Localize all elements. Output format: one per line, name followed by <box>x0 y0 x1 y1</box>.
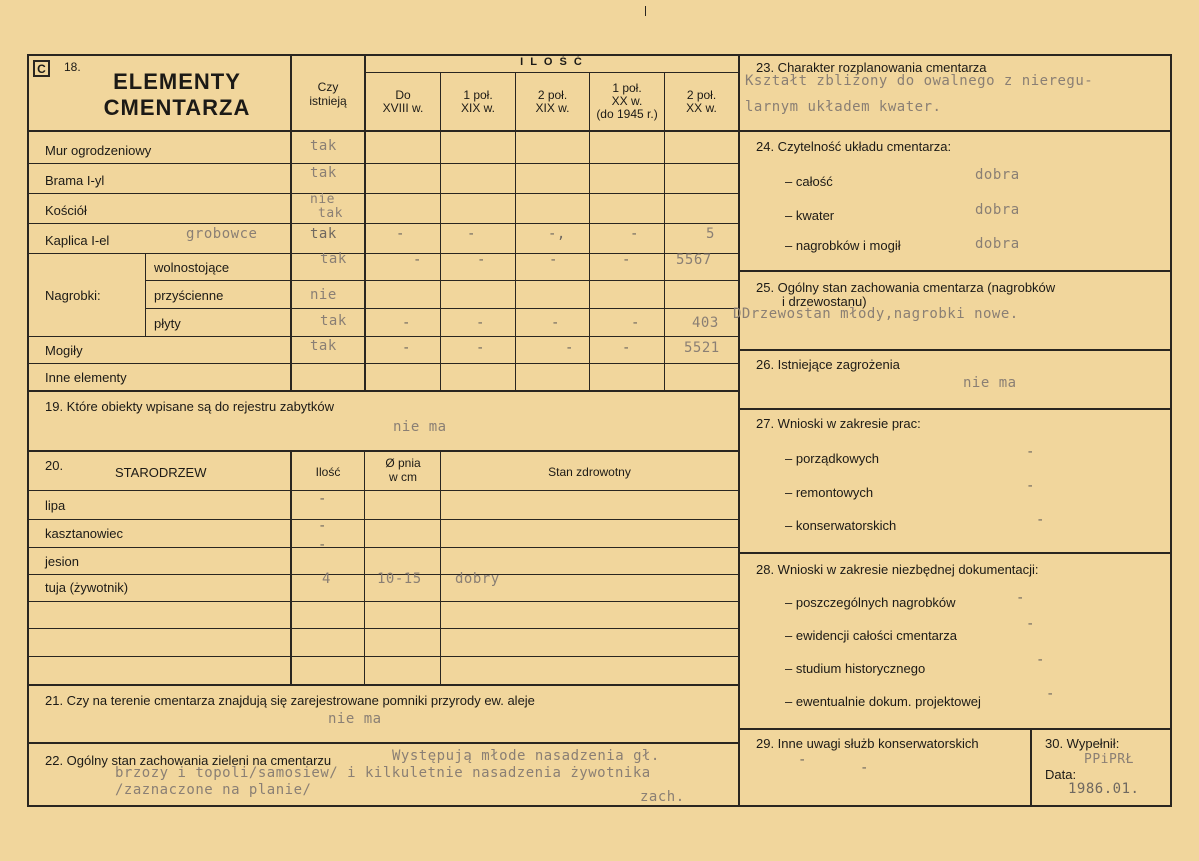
s22-label: 22. Ogólny stan zachowania zieleni na cmentarzu <box>45 753 332 768</box>
s28-item-studium: – studium historycznego <box>785 661 926 676</box>
typed-kaplica-2xx: 5 <box>706 226 715 242</box>
row-label-wolnostojace: wolnostojące <box>154 260 230 275</box>
typed-dash: - <box>1036 652 1045 668</box>
s20-row-line <box>27 519 738 520</box>
col-header-2xx: 2 poł. XX w. <box>686 88 717 115</box>
typed-dash: - <box>467 226 476 242</box>
s28-bottom-line <box>738 728 1172 730</box>
s18-row-line <box>27 336 738 337</box>
s27-bottom-line <box>738 552 1172 554</box>
typed-dash: - <box>1026 444 1035 460</box>
s20-row-line <box>27 628 738 629</box>
typed-wolno-czy: tak <box>320 251 347 267</box>
s18-title-line1: ELEMENTY <box>113 69 241 94</box>
typed-dash: - <box>402 315 411 331</box>
row-label-przyscienne: przyścienne <box>154 288 224 303</box>
s23-bottom-line <box>738 130 1172 132</box>
s27-item-konserwatorskich: – konserwatorskich <box>785 518 897 533</box>
s20-number: 20. <box>45 458 64 473</box>
s21-label: 21. Czy na terenie cmentarza znajdują się zarejestrowane pomniki przyrody ew. aleje <box>45 693 535 708</box>
col-header-1xx: 1 poł. XX w. (do 1945 r.) <box>596 81 658 121</box>
s21-value: nie ma <box>328 711 382 727</box>
s20-col-line <box>290 450 292 684</box>
s20-col-line <box>440 450 441 684</box>
s30-date-label: Data: <box>1045 767 1077 782</box>
s24-nagr-value: dobra <box>975 236 1020 252</box>
typed-dash: - <box>1026 616 1035 632</box>
typed-mogily-2xx: 5521 <box>684 340 720 356</box>
row-label-inne: Inne elementy <box>45 370 127 385</box>
s22-value-line2: brzozy i topoli/samosiew/ i kilkuletnie nasadzenia żywotnika <box>115 765 651 781</box>
typed-dash: - <box>1036 512 1045 528</box>
typed-dash: - <box>551 315 560 331</box>
s18-row-line <box>27 363 738 364</box>
s26-bottom-line <box>738 408 1172 410</box>
s27-label: 27. Wnioski w zakresie prac: <box>756 416 921 431</box>
typed-dash: - <box>630 226 639 242</box>
s28-item-nagrobkow: – poszczególnych nagrobków <box>785 595 956 610</box>
frame-bottom <box>27 805 1172 807</box>
s24-bottom-line <box>738 270 1172 272</box>
typed-dash: - <box>1016 590 1025 606</box>
s25-label-line1: 25. Ogólny stan zachowania cmentarza (nagrobków <box>756 280 1056 295</box>
tree-label-lipa: lipa <box>45 498 66 513</box>
s18-header-line <box>27 130 738 132</box>
typed-dash: - <box>318 518 327 534</box>
s25-value: DDrzewostan młody,nagrobki nowe. <box>733 306 1019 322</box>
frame-left <box>27 54 29 807</box>
typed-dash: - <box>402 340 411 356</box>
typed-dash: - <box>1046 686 1055 702</box>
s24-calosc-label: – całość <box>785 174 833 189</box>
s20-row-line <box>27 547 738 548</box>
typed-plyty-2xx: 403 <box>692 315 719 331</box>
s18-row-line <box>145 308 738 309</box>
typed-dash: - <box>318 537 327 553</box>
row-label-kaplica: Kaplica I-el <box>45 233 110 248</box>
s22-value-line3: /zaznaczone na planie/ <box>115 782 312 798</box>
s18-title-line2: CMENTARZA <box>103 95 251 120</box>
typed-brama-czy: tak <box>310 165 337 181</box>
s20-col-pnia: Ø pnia w cm <box>385 456 421 484</box>
typed-tuja-stan: dobry <box>455 571 500 587</box>
col-header-1xix: 1 poł. XIX w. <box>460 88 495 115</box>
typed-dash: -, <box>548 226 566 242</box>
row-label-mur: Mur ogrodzeniowy <box>45 143 152 158</box>
s20-header-line <box>27 490 738 491</box>
typed-przysc-czy: nie <box>310 287 337 303</box>
s18-number: 18. <box>64 60 81 74</box>
s24-label: 24. Czytelność układu cmentarza: <box>756 139 952 154</box>
s19-bottom-line <box>27 450 738 452</box>
s26-label: 26. Istniejące zagrożenia <box>756 357 900 372</box>
row-label-kosciol: Kościół <box>45 203 87 218</box>
s20-title: STARODRZEW <box>115 465 207 480</box>
section-c-box: C <box>33 60 50 77</box>
typed-dash: - <box>565 340 574 356</box>
s28-label: 28. Wnioski w zakresie niezbędnej dokumentacji: <box>756 562 1039 577</box>
s18-col-line <box>515 72 516 390</box>
typed-tuja-pnia: 10-15 <box>377 571 422 587</box>
frame-divider <box>738 54 740 807</box>
s30-filled-by: PPiPRŁ <box>1084 752 1134 767</box>
s18-row-line <box>145 280 738 281</box>
s24-calosc-value: dobra <box>975 167 1020 183</box>
s24-nagr-label: – nagrobków i mogił <box>785 238 901 253</box>
s27-item-porzadkowych: – porządkowych <box>785 451 879 466</box>
typed-dash: - <box>476 315 485 331</box>
s28-item-ewidencji: – ewidencji całości cmentarza <box>785 628 957 643</box>
typed-dash: - <box>622 252 631 268</box>
typed-kosciol-czy2: tak <box>318 206 343 221</box>
typed-mur-czy: tak <box>310 138 337 154</box>
s20-bottom-line <box>27 684 738 686</box>
typed-plyty-czy: tak <box>320 313 347 329</box>
s18-row-line <box>27 193 738 194</box>
typed-dash: - <box>396 226 405 242</box>
frame-right <box>1170 54 1172 807</box>
s18-row-line <box>27 253 738 254</box>
typed-dash: - <box>798 752 807 768</box>
s18-col-line <box>440 72 441 390</box>
typed-dash: - <box>549 252 558 268</box>
s22-value-line4: zach. <box>640 789 685 805</box>
row-label-brama: Brama I-yl <box>45 173 105 188</box>
s18-row-line <box>27 163 738 164</box>
typed-dash: - <box>1026 478 1035 494</box>
s28-item-projektowej: – ewentualnie dokum. projektowej <box>785 694 981 709</box>
s20-col-stan: Stan zdrowotny <box>548 465 631 479</box>
s20-col-line <box>364 450 365 684</box>
row-label-mogily: Mogiły <box>45 343 83 358</box>
s27-item-remontowych: – remontowych <box>785 485 874 500</box>
s29-label: 29. Inne uwagi służb konserwatorskich <box>756 736 979 751</box>
s30-label: 30. Wypełnił: <box>1045 736 1120 751</box>
s24-kwater-label: – kwater <box>785 208 835 223</box>
col-header-xviii: Do XVIII w. <box>382 88 424 115</box>
typed-dash: - <box>622 340 631 356</box>
s18-ilosc-line <box>366 72 738 73</box>
s20-row-line <box>27 601 738 602</box>
s20-row-line <box>27 656 738 657</box>
typed-kaplica-czy: tak <box>310 226 337 242</box>
s18-bottom-line <box>27 390 738 392</box>
s18-col-line <box>664 72 665 390</box>
tree-label-jesion: jesion <box>45 554 79 569</box>
col-header-czy: Czy istnieją <box>309 80 347 108</box>
typed-dash: - <box>631 315 640 331</box>
top-tick <box>645 6 646 16</box>
row-label-plyty: płyty <box>154 316 181 331</box>
s29-s30-divider <box>1030 728 1032 807</box>
s20-col-ilosc: Ilość <box>315 465 341 479</box>
s25-bottom-line <box>738 349 1172 351</box>
s18-row-line <box>27 223 738 224</box>
s23-value-line1: Kształt zbliżony do owalnego z nieregu- <box>745 73 1094 89</box>
typed-dash: - <box>860 760 869 776</box>
s23-value-line2: larnym układem kwater. <box>745 99 942 115</box>
typed-dash: - <box>413 252 422 268</box>
typed-dash: - <box>476 340 485 356</box>
typed-dash: - <box>477 252 486 268</box>
s24-kwater-value: dobra <box>975 202 1020 218</box>
s19-value: nie ma <box>393 419 447 435</box>
typed-kaplica-note: grobowce <box>186 226 258 242</box>
s18-nagrobki-divider <box>145 253 146 336</box>
s19-label: 19. Które obiekty wpisane są do rejestru zabytków <box>45 399 335 414</box>
s25-label-line2: i drzewostanu) <box>782 294 867 309</box>
s21-bottom-line <box>27 742 738 744</box>
s22-value-line1: Występują młode nasadzenia gł. <box>392 748 660 764</box>
tree-label-kasztanowiec: kasztanowiec <box>45 526 124 541</box>
s26-value: nie ma <box>963 375 1017 391</box>
typed-kosciol-czy1: nie <box>310 192 335 207</box>
typed-mogily-czy: tak <box>310 338 337 354</box>
col-header-ilosc: I L O Ś Ć <box>520 56 584 68</box>
s23-label: 23. Charakter rozplanowania cmentarza <box>756 60 987 75</box>
typed-tuja-ilosc: 4 <box>322 571 331 587</box>
row-label-nagrobki: Nagrobki: <box>45 288 101 303</box>
tree-label-tuja: tuja (żywotnik) <box>45 580 129 595</box>
typed-dash: - <box>318 491 327 507</box>
col-header-2xix: 2 poł. XIX w. <box>535 88 570 115</box>
typed-wolno-2xx: 5567 <box>676 252 712 268</box>
s30-date-value: 1986.01. <box>1068 781 1140 797</box>
